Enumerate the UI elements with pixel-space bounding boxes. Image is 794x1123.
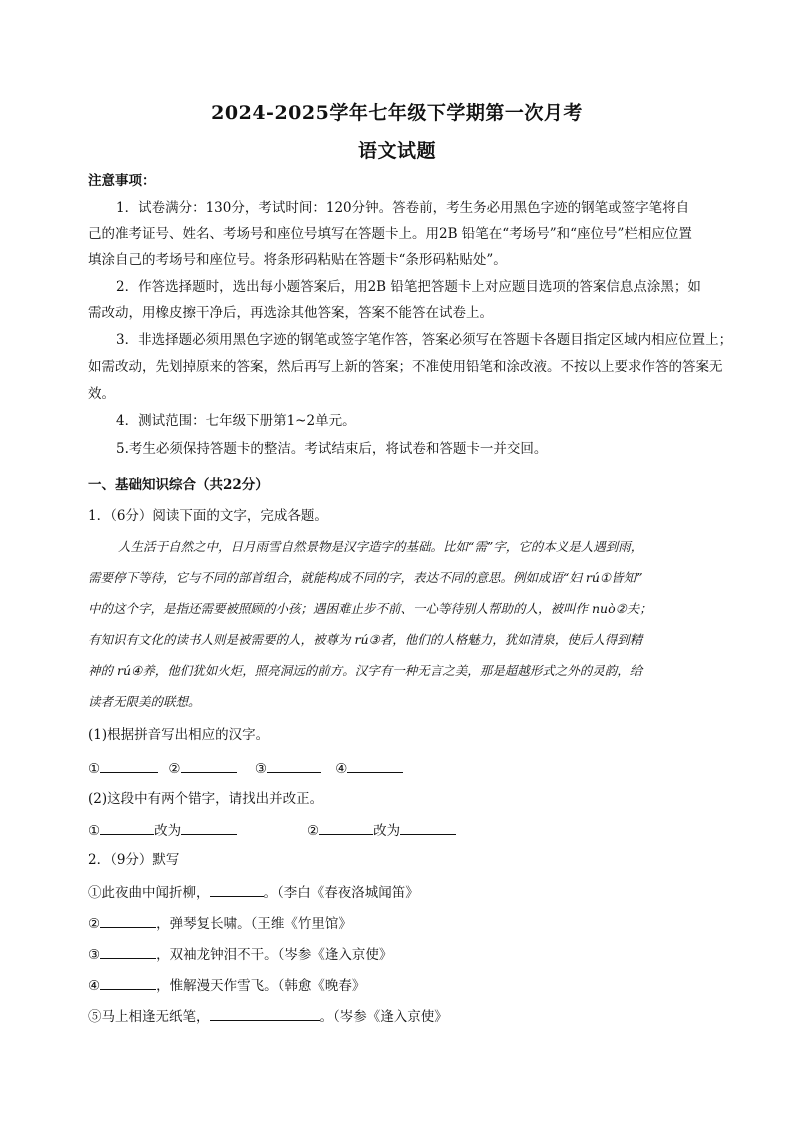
item-number: ③ bbox=[88, 947, 101, 963]
poem-line: 此夜曲中闻折柳， bbox=[101, 885, 210, 901]
wrong-char-blank[interactable] bbox=[319, 820, 373, 835]
notice-line: 己的准考证号、姓名、考场号和座位号填写在答题卡上。用2B 铅笔在“考场号”和“座位号”栏相应位置 bbox=[88, 226, 692, 242]
exam-subtitle: 语文试题 bbox=[357, 140, 436, 162]
notice-line: 填涂自己的考场号和座位号。将条形码粘贴在答题卡“条形码粘贴处”。 bbox=[88, 252, 507, 268]
notice-line: 2．作答选择题时，选出每小题答案后，用2B 铅笔把答题卡上对应题目选项的答案信息点涂黑；如 bbox=[116, 279, 701, 295]
blank-number: ④ bbox=[335, 761, 348, 777]
poem-line: 马上相逢无纸笔， bbox=[101, 1009, 210, 1025]
exam-title: 2024-2025学年七年级下学期第一次月考 bbox=[211, 102, 583, 124]
recitation-item bbox=[88, 882, 419, 902]
passage-line: 需要停下等待，它与不同的部首组合，就能构成不同的字，表达不同的意思。例如成语“妇 rú①皆知” bbox=[88, 570, 643, 585]
poem-source: ，弹琴复长啸。（王维《竹里馆》 bbox=[156, 916, 352, 932]
answer-blank[interactable] bbox=[100, 758, 158, 773]
poem-source: ，惟解漫天作雪飞。（韩愈《晚春》 bbox=[156, 978, 366, 994]
change-to-label: 改为 bbox=[373, 823, 401, 839]
notice-line: 5.考生必须保持答题卡的整洁。考试结束后，将试卷和答题卡一并交回。 bbox=[116, 441, 548, 457]
item-number: ⑤ bbox=[88, 1009, 102, 1025]
poem-source: ，双袖龙钟泪不干。（岑参《逢入京使》 bbox=[156, 947, 393, 963]
answer-blank[interactable] bbox=[210, 1006, 320, 1021]
notice-line: 4．测试范围：七年级下册第1~2单元。 bbox=[116, 413, 356, 429]
change-to-label: 改为 bbox=[154, 823, 182, 839]
question-2-stem: 2．（9分）默写 bbox=[88, 852, 180, 868]
blank-number: ③ bbox=[254, 761, 267, 777]
wrong-char-blank[interactable] bbox=[100, 820, 154, 835]
answer-blank[interactable] bbox=[181, 758, 237, 773]
subquestion-2: (2)这段中有两个错字，请找出并改正。 bbox=[88, 791, 324, 807]
question-1-stem: 1．（6分）阅读下面的文字，完成各题。 bbox=[88, 508, 328, 524]
notice-line: 1．试卷满分：130分，考试时间：120分钟。答卷前，考生务必用黑色字迹的钢笔或签字笔将自 bbox=[116, 200, 690, 216]
passage-line: 读者无限美的联想。 bbox=[88, 694, 201, 709]
item-number: ④ bbox=[88, 978, 101, 994]
passage-line: 神的 rú④养，他们犹如火炬，照亮洞远的前方。汉字有一种无言之美，那是超越形式之外的灵韵，给 bbox=[88, 663, 643, 678]
passage-line: 中的这个字，是指还需要被照顾的小孩；遇困难止步不前、一心等待别人帮助的人，被叫作 nuò②夫； bbox=[88, 601, 652, 616]
correct-char-blank[interactable] bbox=[181, 820, 237, 835]
blank-number: ① bbox=[88, 761, 101, 777]
correct-char-blank[interactable] bbox=[400, 820, 456, 835]
recitation-item bbox=[88, 1006, 448, 1026]
item-number: ① bbox=[88, 885, 102, 901]
notice-line: 需改动，用橡皮擦干净后，再选涂其他答案，答案不能答在试卷上。 bbox=[88, 305, 493, 321]
poem-source: 。（李白《春夜洛城闻笛》 bbox=[263, 885, 419, 901]
notice-line: 效。 bbox=[88, 386, 115, 402]
item-number: ② bbox=[88, 916, 101, 932]
notice-label: 注意事项： bbox=[88, 173, 156, 189]
pinyin-answer-row bbox=[88, 758, 403, 778]
passage-line: 有知识有文化的读书人则是被需要的人，被尊为 rú③者，他们的人格魅力，犹如清泉，使后人得到精 bbox=[88, 632, 643, 647]
blank-number: ② bbox=[168, 761, 181, 777]
recitation-item bbox=[88, 975, 365, 995]
item-number: ② bbox=[307, 823, 320, 839]
answer-blank[interactable] bbox=[347, 758, 403, 773]
answer-blank[interactable] bbox=[100, 975, 156, 990]
item-number: ① bbox=[88, 823, 101, 839]
poem-source: 。（岑参《逢入京使》 bbox=[319, 1009, 448, 1025]
notice-line: 3．非选择题必须用黑色字迹的钢笔或签字笔作答，答案必须写在答题卡各题目指定区域内相应位置上； bbox=[116, 332, 733, 348]
subquestion-1: (1)根据拼音写出相应的汉字。 bbox=[88, 727, 270, 743]
passage-line: 人生活于自然之中，日月雨雪自然景物是汉字造字的基础。比如“需”字，它的本义是人遇到雨， bbox=[118, 539, 644, 554]
notice-line: 如需改动，先划掉原来的答案，然后再写上新的答案；不准使用铅笔和涂改液。不按以上要求作答的答案无 bbox=[88, 359, 723, 375]
answer-blank[interactable] bbox=[210, 882, 264, 897]
correction-item bbox=[307, 820, 456, 840]
recitation-item bbox=[88, 913, 352, 933]
answer-blank[interactable] bbox=[100, 944, 156, 959]
answer-blank[interactable] bbox=[100, 913, 156, 928]
correction-item bbox=[88, 820, 237, 840]
recitation-item bbox=[88, 944, 392, 964]
section-heading: 一、基础知识综合（共22分） bbox=[88, 477, 269, 493]
answer-blank[interactable] bbox=[267, 758, 321, 773]
